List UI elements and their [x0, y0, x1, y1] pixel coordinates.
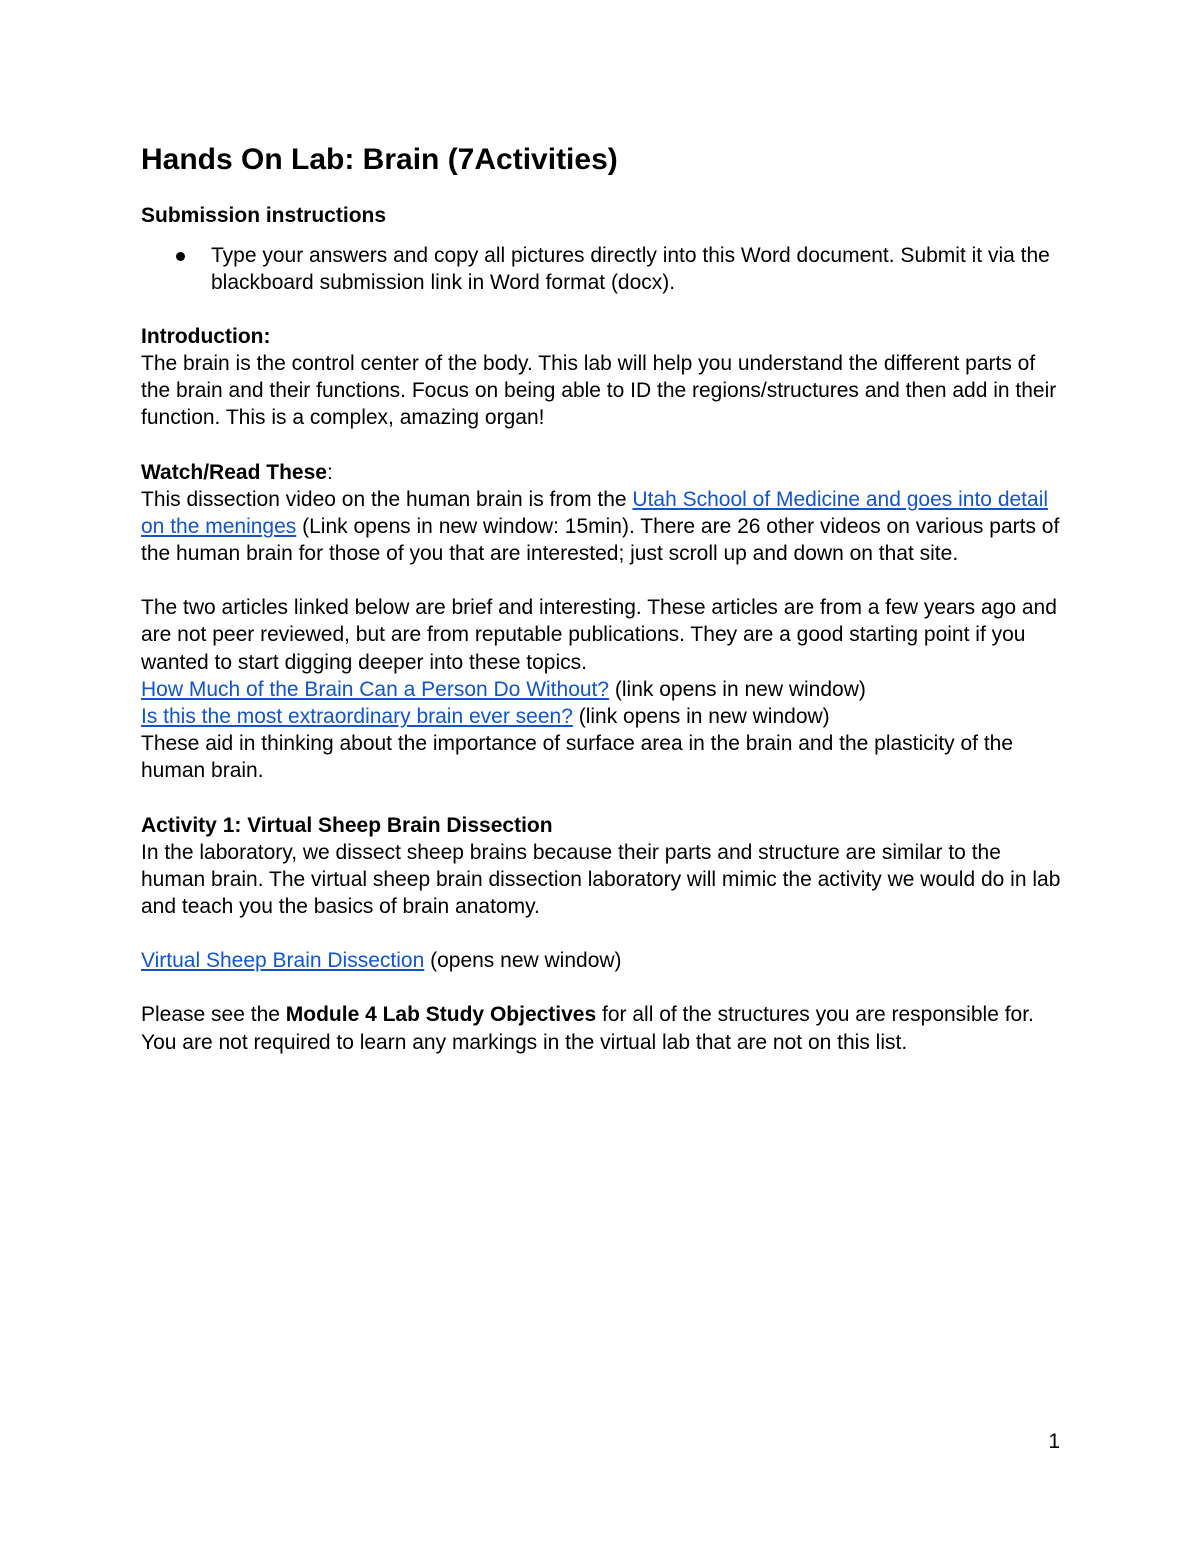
article-link-2-note: (link opens in new window): [572, 705, 830, 729]
objectives-paragraph: [141, 1001, 1066, 1055]
activity1-heading: Activity 1: Virtual Sheep Brain Dissection: [141, 813, 553, 837]
watch-paragraph-2: The two articles linked below are brief and interesting. These articles are from a few years ago and are not peer reviewed, but are from reputable publications. They are a good starting point if you wanted to start digging deeper into these topics.: [141, 596, 1057, 674]
bullet-icon: [176, 252, 185, 261]
introduction-text: The brain is the control center of the body. This lab will help you understand the different parts of the brain and their functions. Focus on being able to ID the regions/structures and then add in their function. This is a complex, amazing organ!: [141, 352, 1057, 430]
watch-heading-colon: :: [326, 460, 333, 484]
watch-paragraph-1: [141, 486, 1066, 568]
document-page: [141, 140, 1066, 1056]
objectives-before: Please see the: [141, 1003, 286, 1027]
utah-video-link[interactable]: Utah School of Medicine and goes into detail on the meninges: [141, 487, 1049, 538]
virtual-dissection-note: (opens new window): [424, 949, 622, 973]
watch-heading: [141, 459, 1066, 486]
activity1-text: In the laboratory, we dissect sheep brains because their parts and structure are similar to the human brain. The virtual sheep brain dissection laboratory will mimic the activity we would do in lab and teach you the basics of brain anatomy.: [141, 840, 1061, 919]
objectives-bold: Module 4 Lab Study Objectives: [285, 1003, 597, 1027]
watch-p1-before: This dissection video on the human brain is from the: [141, 487, 633, 511]
submission-heading: Submission instructions: [141, 204, 387, 227]
virtual-dissection-link[interactable]: Virtual Sheep Brain Dissection: [141, 949, 425, 973]
article-link-2[interactable]: Is this the most extraordinary brain ever seen?: [141, 705, 573, 729]
submission-list: [141, 242, 1066, 296]
submission-bullet-item: [141, 242, 1066, 296]
watch-p1-after: (Link opens in new window: 15min). There are 26 other videos on various parts of the human brain for those of you that are interested; just scroll up and down on that site.: [141, 514, 1060, 566]
virtual-dissection-line: [141, 947, 1066, 974]
submission-bullet-text: Type your answers and copy all pictures directly into this Word document. Submit it via the blackboard submission link in Word format (docx).: [211, 244, 1050, 294]
article-link-1[interactable]: How Much of the Brain Can a Person Do Without?: [141, 677, 610, 701]
article-link-line-1: [141, 676, 1066, 703]
watch-heading-text: Watch/Read These: [141, 460, 327, 484]
article-link-line-2: [141, 703, 1066, 730]
introduction-heading: Introduction:: [141, 325, 271, 348]
objectives-after: for all of the structures you are responsible for. You are not required to learn any markings in the virtual lab that are not on this list.: [141, 1003, 1034, 1054]
document-title: Hands On Lab: Brain (7Activities): [141, 143, 618, 176]
watch-paragraph-3: These aid in thinking about the importance of surface area in the brain and the plasticity of the human brain.: [141, 732, 1014, 783]
article-link-1-note: (link opens in new window): [609, 677, 866, 701]
page-number: 1: [1048, 1430, 1060, 1453]
